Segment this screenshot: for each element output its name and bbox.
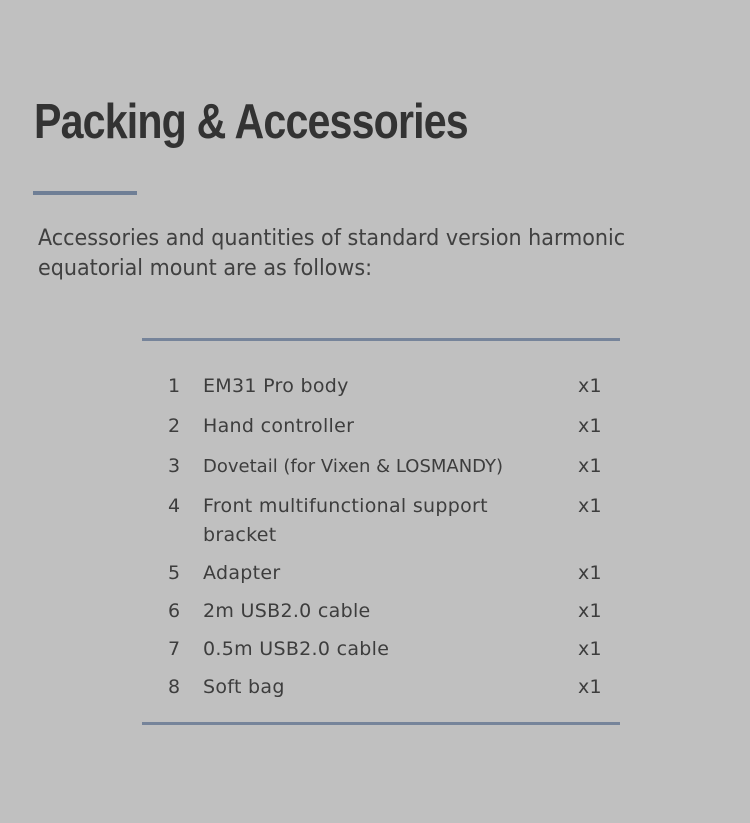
item-quantity: x1	[578, 455, 602, 477]
item-quantity: x1	[578, 638, 602, 660]
title-underline	[33, 191, 137, 195]
item-quantity: x1	[578, 415, 602, 437]
page-title: Packing & Accessories	[34, 95, 468, 149]
item-number: 8	[168, 676, 181, 698]
item-name: EM31 Pro body	[203, 375, 349, 397]
item-name: Adapter	[203, 562, 281, 584]
item-quantity: x1	[578, 600, 602, 622]
item-number: 7	[168, 638, 181, 660]
list-top-divider	[142, 338, 620, 341]
item-number: 6	[168, 600, 181, 622]
item-quantity: x1	[578, 562, 602, 584]
intro-text: Accessories and quantities of standard version harmonic equatorial mount are as follows:	[38, 226, 626, 281]
list-item	[160, 635, 610, 664]
item-number: 3	[168, 455, 181, 477]
list-item	[160, 597, 610, 626]
list-bottom-divider	[142, 722, 620, 725]
item-number: 5	[168, 562, 181, 584]
accessories-list	[160, 372, 610, 711]
item-quantity: x1	[578, 676, 602, 698]
list-item	[160, 412, 610, 441]
list-item	[160, 559, 610, 588]
list-item	[160, 673, 610, 702]
item-number: 1	[168, 375, 181, 397]
item-name: Dovetail (for Vixen & LOSMANDY)	[203, 456, 504, 477]
item-number: 2	[168, 415, 181, 437]
item-name: 0.5m USB2.0 cable	[203, 638, 390, 660]
item-number: 4	[168, 495, 181, 517]
item-name: 2m USB2.0 cable	[203, 600, 371, 622]
list-item	[160, 492, 610, 550]
list-item	[160, 452, 610, 481]
item-name: Soft bag	[203, 676, 285, 698]
item-quantity: x1	[578, 375, 602, 397]
item-name: Hand controller	[203, 415, 355, 437]
item-quantity: x1	[578, 495, 602, 517]
list-item	[160, 372, 610, 401]
item-name: Front multifunctional support bracket	[203, 495, 488, 546]
